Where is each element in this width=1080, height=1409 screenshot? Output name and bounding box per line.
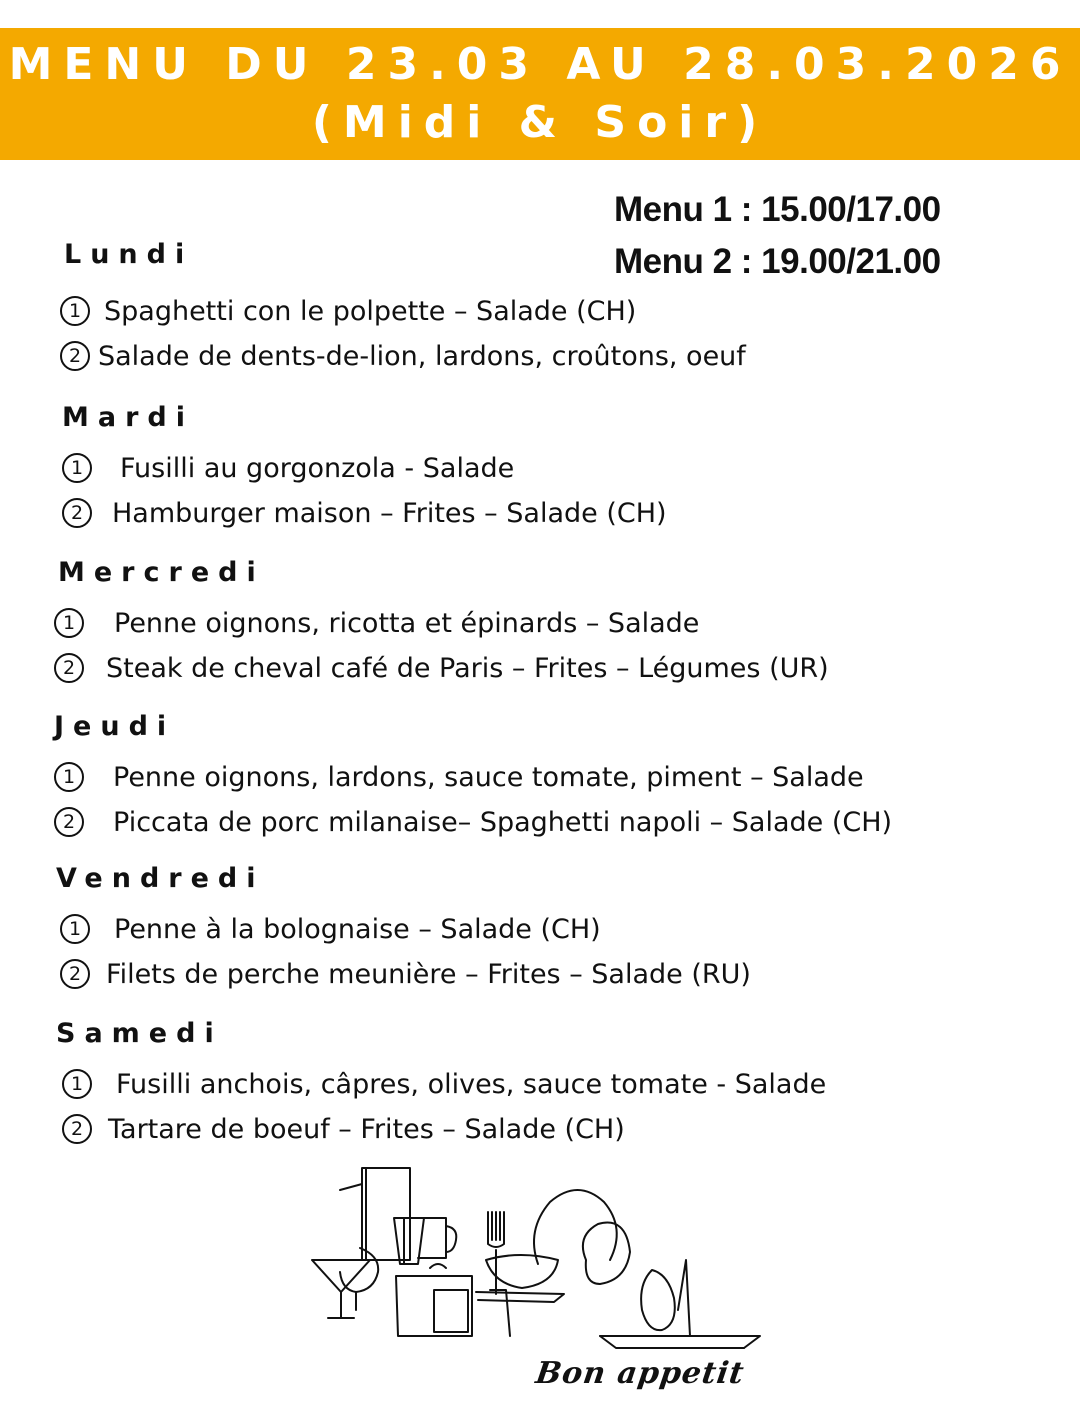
dish-mercredi-1 xyxy=(54,606,699,642)
number-two-icon: 2 xyxy=(62,1114,92,1144)
number-two-icon: 2 xyxy=(54,807,84,837)
dish-text: Hamburger maison – Frites – Salade (CH) xyxy=(112,498,667,529)
number-two-icon: 2 xyxy=(62,498,92,528)
dish-samedi-1 xyxy=(62,1067,826,1103)
dish-jeudi-2 xyxy=(54,805,892,841)
dish-text: Filets de perche meunière – Frites – Salade (RU) xyxy=(106,959,751,990)
dish-text: Spaghetti con le polpette – Salade (CH) xyxy=(104,296,637,327)
dish-mardi-2 xyxy=(62,496,667,532)
menu1-price: Menu 1 : 15.00/17.00 xyxy=(614,190,941,229)
price-list xyxy=(614,184,941,288)
menu-subtitle: (Midi & Soir) xyxy=(311,97,769,148)
dish-text: Salade de dents-de-lion, lardons, croûtons, oeuf xyxy=(98,341,746,372)
menu2-price: Menu 2 : 19.00/21.00 xyxy=(614,242,941,281)
number-one-icon: 1 xyxy=(54,608,84,638)
dish-samedi-2 xyxy=(62,1112,625,1148)
dish-vendredi-1 xyxy=(60,912,601,948)
dish-text: Fusilli au gorgonzola - Salade xyxy=(120,453,515,484)
dish-vendredi-2 xyxy=(60,957,751,993)
bon-appetit-signature: Bon appetit xyxy=(533,1356,747,1391)
dish-text: Steak de cheval café de Paris – Frites – Légumes (UR) xyxy=(106,653,829,684)
dish-text: Penne oignons, lardons, sauce tomate, piment – Salade xyxy=(113,762,864,793)
day-heading-lundi: Lundi xyxy=(64,239,194,270)
number-one-icon: 1 xyxy=(62,1069,92,1099)
dish-text: Tartare de boeuf – Frites – Salade (CH) xyxy=(108,1114,625,1145)
number-one-icon: 1 xyxy=(54,762,84,792)
number-two-icon: 2 xyxy=(54,653,84,683)
dish-text: Penne oignons, ricotta et épinards – Salade xyxy=(114,608,700,639)
day-heading-mercredi: Mercredi xyxy=(58,557,265,588)
day-heading-jeudi: Jeudi xyxy=(54,711,176,742)
tableware-illustration-icon xyxy=(300,1160,780,1350)
dish-lundi-1 xyxy=(60,294,636,330)
day-heading-samedi: Samedi xyxy=(56,1018,223,1049)
dish-text: Penne à la bolognaise – Salade (CH) xyxy=(114,914,601,945)
number-two-icon: 2 xyxy=(60,341,90,371)
number-one-icon: 1 xyxy=(60,296,90,326)
dish-mardi-1 xyxy=(62,451,514,487)
dish-lundi-2 xyxy=(60,339,746,375)
menu-title: MENU DU 23.03 AU 28.03.2026 xyxy=(8,39,1072,90)
dish-text: Piccata de porc milanaise– Spaghetti napoli – Salade (CH) xyxy=(113,807,893,838)
day-heading-vendredi: Vendredi xyxy=(56,863,265,894)
number-one-icon: 1 xyxy=(60,914,90,944)
dish-mercredi-2 xyxy=(54,651,829,687)
day-heading-mardi: Mardi xyxy=(62,402,194,433)
number-one-icon: 1 xyxy=(62,453,92,483)
dish-jeudi-1 xyxy=(54,760,864,796)
dish-text: Fusilli anchois, câpres, olives, sauce tomate - Salade xyxy=(116,1069,827,1100)
header-banner xyxy=(0,28,1080,160)
number-two-icon: 2 xyxy=(60,959,90,989)
